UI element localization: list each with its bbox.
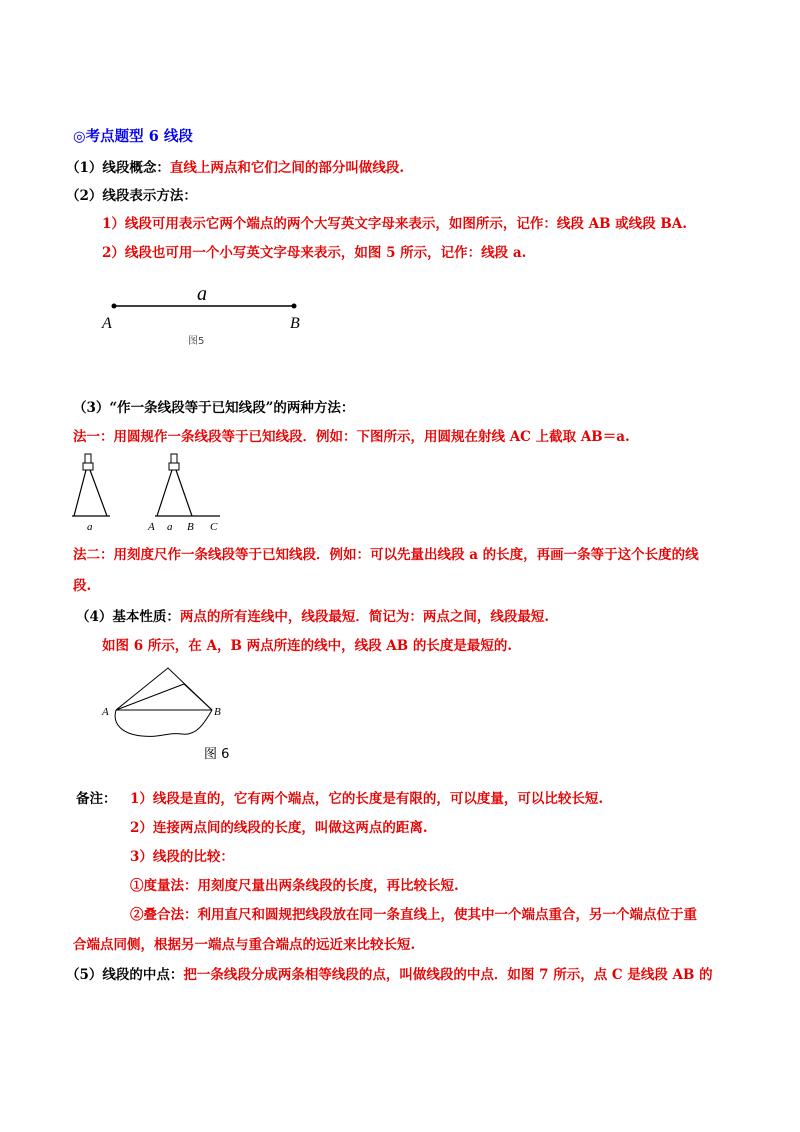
midpoint-text: 把一条线段分成两条相等线段的点，叫做线段的中点．如图 7 所示，点 C 是线段 AB 的 [183, 967, 713, 983]
remark-3a: ①度量法：用刻度尺量出两条线段的长度，再比较长短. [130, 878, 459, 894]
compass-2-label-C: C [210, 521, 218, 533]
method-2-line-1: 法二：用刻度尺作一条线段等于已知线段．例如：可以先量出线段 a 的长度，再画一条等于这个长度的线 [73, 547, 699, 563]
method-1: 法一：用圆规作一条线段等于已知线段．例如：下图所示，用圆规在射线 AC 上截取 AB＝a. [73, 429, 630, 445]
compass-1-label-a: a [87, 521, 93, 533]
midpoint-line [66, 965, 713, 985]
definition-text: 直线上两点和它们之间的部分叫做线段. [169, 160, 405, 176]
figure-6-caption: 图 6 [204, 747, 230, 762]
remark-3b-line-2: 合端点同侧，根据另一端点与重合端点的远近来比较长短. [73, 937, 416, 953]
remark-3b-line-1: ②叠合法：利用直尺和圆规把线段放在同一条直线上，使其中一个端点重合，另一个端点位于重 [130, 907, 697, 923]
property-line [76, 607, 549, 627]
compass-figure [66, 452, 230, 536]
point-a-dot [112, 304, 117, 309]
remark-2: 2）连接两点间的线段的长度，叫做这两点的距离. [130, 820, 428, 836]
segment-label-a: a [197, 283, 207, 305]
property-label: （4）基本性质： [76, 609, 180, 625]
notation-label: （2）线段表示方法： [66, 188, 197, 204]
method-2-line-2: 段. [73, 578, 92, 594]
compass-2-label-a: a [167, 521, 173, 533]
compass-2-label-B: B [187, 521, 194, 533]
path-middle [116, 684, 212, 710]
path-upper [116, 668, 212, 710]
point-b-label: B [214, 706, 221, 718]
midpoint-label: （5）线段的中点： [66, 967, 184, 983]
compass-2 [155, 454, 220, 516]
point-b-label: B [290, 315, 300, 332]
point-b-dot [292, 304, 297, 309]
figure-6 [96, 660, 246, 770]
compass-2-label-A: A [148, 521, 155, 533]
methods-label: （3）“作一条线段等于已知线段”的两种方法： [73, 400, 355, 416]
property-text: 两点的所有连线中，线段最短．简记为：两点之间，线段最短. [179, 609, 550, 625]
point-a-label: A [102, 315, 112, 332]
remark-3: 3）线段的比较： [130, 849, 234, 865]
remarks-label: 备注： [76, 791, 117, 807]
remark-1: 1）线段是直的，它有两个端点，它的长度是有限的，可以度量，可以比较长短. [130, 791, 604, 807]
notation-item-2: 2）线段也可用一个小写英文字母来表示，如图 5 所示，记作：线段 a. [102, 245, 527, 261]
property-example: 如图 6 所示，在 A，B 两点所连的线中，线段 AB 的长度是最短的. [102, 638, 513, 654]
figure-5-caption: 图5 [188, 336, 205, 347]
path-curve [115, 710, 212, 736]
definition-label: （1）线段概念： [66, 160, 170, 176]
point-a-label: A [102, 706, 109, 718]
section-title: ◎考点题型 6 线段 [73, 128, 193, 145]
definition-line [66, 158, 404, 178]
figure-5 [96, 278, 316, 350]
notation-item-1: 1）线段可用表示它两个端点的两个大写英文字母来表示，如图所示，记作：线段 AB 或线段 BA. [102, 216, 687, 232]
compass-1 [72, 454, 110, 516]
